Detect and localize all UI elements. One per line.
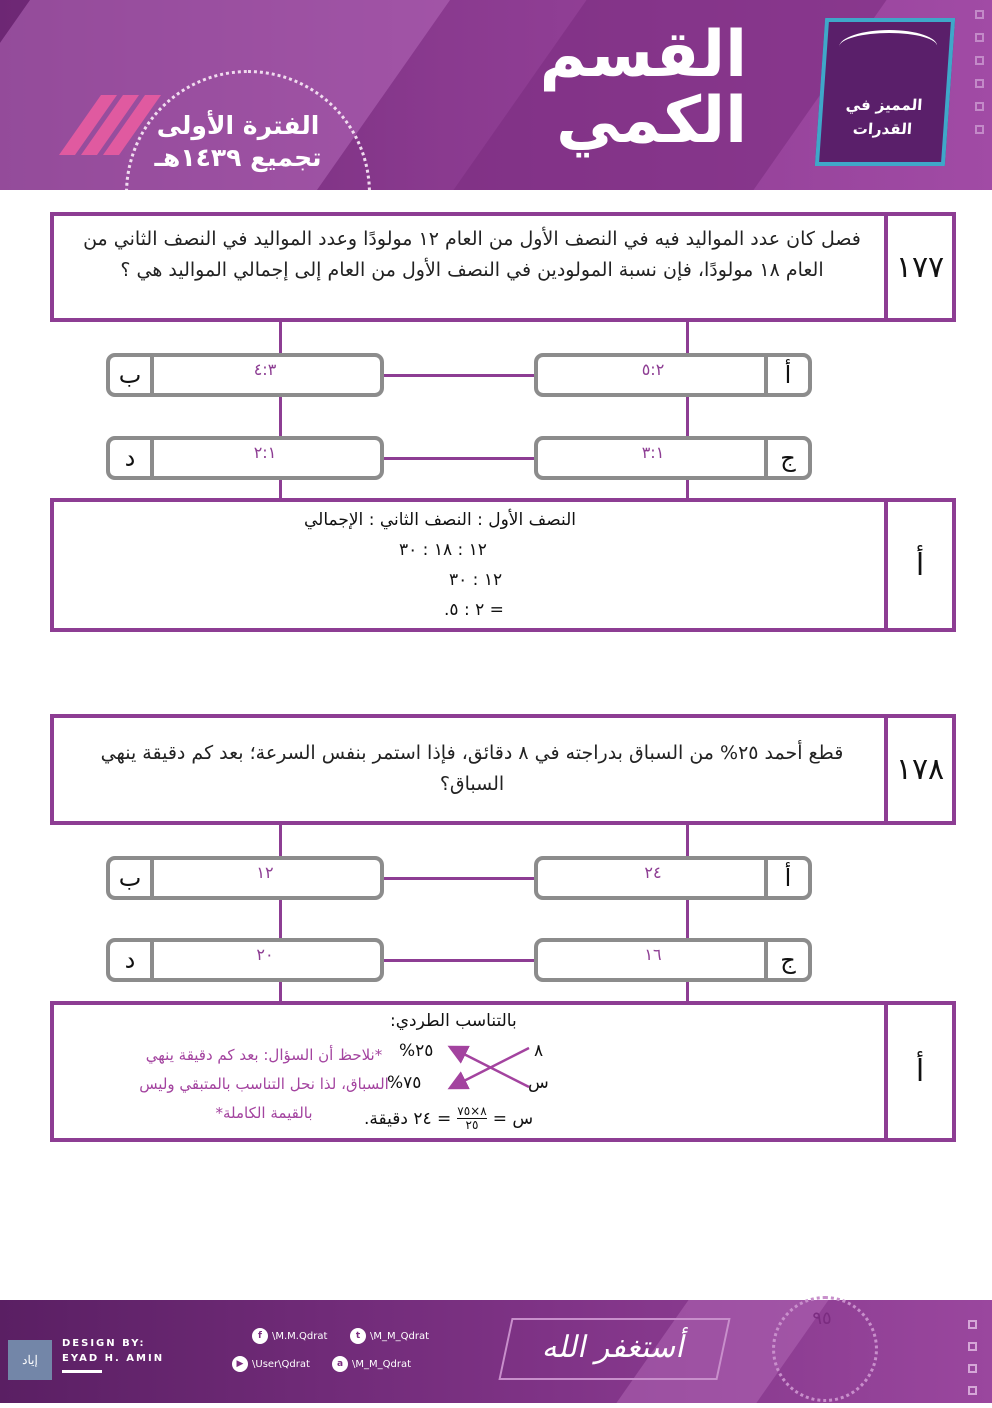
social-twitter[interactable]: t \M_M_Qdrat: [350, 1328, 429, 1344]
question-box-177: [50, 212, 956, 322]
page-number: ٩٥: [812, 1308, 832, 1329]
facebook-icon: f: [252, 1328, 268, 1344]
period-label: الفترة الأولى تجميع ١٤٣٩هـ: [154, 111, 322, 172]
decorative-bars: [80, 95, 150, 165]
answer-letter: أ: [884, 1005, 952, 1138]
solution-line: ١٢ : ٣٠: [449, 570, 503, 590]
ratio-value: ٢٥%: [399, 1041, 434, 1061]
solution-box-178: [50, 1001, 956, 1142]
calligraphy: أستغفر الله: [498, 1318, 730, 1380]
decorative-squares: [975, 10, 987, 148]
question-box-178: [50, 714, 956, 825]
decorative-squares: [968, 1320, 980, 1408]
question-text: قطع أحمد ٢٥% من السباق بدراجته في ٨ دقائق، فإذا استمر بنفس السرعة؛ بعد كم دقيقة ينهي السباق؟: [100, 742, 844, 795]
designer-signature: إياد: [8, 1340, 52, 1380]
option-d[interactable]: د ٢:١: [106, 436, 384, 480]
question-text: فصل كان عدد المواليد فيه في النصف الأول من العام ١٢ مولودًا وعدد المواليد في النصف الثاني من العام ١٨ مولودًا، فإن نسبة المولودين في النصف الأول من العام إلى إجمالي المواليد هي ؟: [83, 228, 861, 281]
option-a[interactable]: ٢٤ أ: [534, 856, 812, 900]
page-header: [0, 0, 992, 190]
option-d[interactable]: د ٢٠: [106, 938, 384, 982]
twitter-icon: t: [350, 1328, 366, 1344]
option-c[interactable]: ٣:١ ج: [534, 436, 812, 480]
social-facebook[interactable]: f \M.M.Qdrat: [252, 1328, 327, 1344]
solution-line: النصف الأول : النصف الثاني : الإجمالي: [304, 510, 576, 530]
solution-line: = ٢ : ٥.: [444, 600, 504, 620]
option-b[interactable]: ب ١٢: [106, 856, 384, 900]
question-number: ١٧٨: [884, 718, 952, 821]
solution-note: *نلاحظ أن السؤال: بعد كم دقيقة ينهي السباق، لذا نحل التناسب بالمتبقي وليس بالقيمة الكاملة*: [139, 1046, 389, 1122]
logo: المميز في القدرات: [815, 18, 955, 166]
cross-multiply-arrows-icon: [444, 1043, 534, 1093]
book-icon: [838, 30, 938, 63]
option-b[interactable]: ب ٤:٣: [106, 353, 384, 397]
question-number: ١٧٧: [884, 216, 952, 318]
social-ask[interactable]: a \M_M_Qdrat: [332, 1356, 411, 1372]
option-c[interactable]: ١٦ ج: [534, 938, 812, 982]
social-youtube[interactable]: ▶ \User\Qdrat: [232, 1356, 310, 1372]
ratio-value: ٨: [534, 1041, 544, 1061]
option-a[interactable]: ٥:٢ أ: [534, 353, 812, 397]
design-credit: DESIGN BY: EYAD H. AMIN: [62, 1336, 164, 1373]
ask-icon: a: [332, 1356, 348, 1372]
solution-line: ١٢ : ١٨ : ٣٠: [399, 540, 487, 560]
ratio-value: ٧٥%: [387, 1073, 422, 1093]
solution-title: بالتناسب الطردي:: [390, 1011, 517, 1031]
solution-equation: س = ٨×٧٥ ٢٥ = ٢٤ دقيقة.: [364, 1104, 534, 1132]
answer-letter: أ: [884, 502, 952, 628]
solution-box-177: [50, 498, 956, 632]
ratio-value: س: [528, 1073, 549, 1093]
youtube-icon: ▶: [232, 1356, 248, 1372]
section-title: القسم الكمي: [539, 18, 747, 158]
